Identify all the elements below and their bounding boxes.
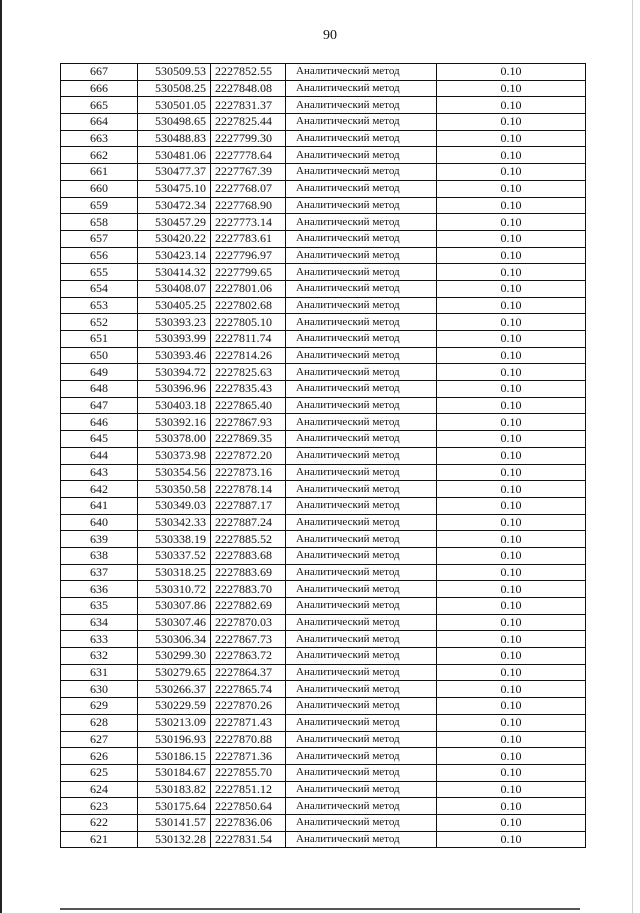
page-bottom-edge (60, 908, 580, 910)
method-cell: Аналитический метод (286, 214, 437, 231)
accuracy-cell: 0.10 (437, 748, 586, 765)
accuracy-cell: 0.10 (437, 64, 586, 81)
x-coordinate-cell: 530373.98 (138, 447, 211, 464)
table-row (61, 364, 586, 381)
table-row (61, 514, 586, 531)
y-coordinate-cell: 2227851.12 (211, 781, 286, 798)
accuracy-cell: 0.10 (437, 581, 586, 598)
point-number-cell: 633 (61, 631, 138, 648)
accuracy-cell: 0.10 (437, 648, 586, 665)
page-right-edge (632, 0, 633, 913)
table-row (61, 314, 586, 331)
method-cell: Аналитический метод (286, 414, 437, 431)
accuracy-cell: 0.10 (437, 164, 586, 181)
table-row (61, 681, 586, 698)
method-cell: Аналитический метод (286, 447, 437, 464)
coordinates-table-body (61, 64, 586, 848)
method-cell: Аналитический метод (286, 397, 437, 414)
method-cell: Аналитический метод (286, 831, 437, 848)
point-number-cell: 647 (61, 397, 138, 414)
accuracy-cell: 0.10 (437, 80, 586, 97)
method-cell: Аналитический метод (286, 347, 437, 364)
y-coordinate-cell: 2227811.74 (211, 331, 286, 348)
method-cell: Аналитический метод (286, 581, 437, 598)
point-number-cell: 636 (61, 581, 138, 598)
accuracy-cell: 0.10 (437, 197, 586, 214)
accuracy-cell: 0.10 (437, 664, 586, 681)
method-cell: Аналитический метод (286, 80, 437, 97)
table-row (61, 147, 586, 164)
y-coordinate-cell: 2227885.52 (211, 531, 286, 548)
point-number-cell: 630 (61, 681, 138, 698)
x-coordinate-cell: 530408.07 (138, 280, 211, 297)
x-coordinate-cell: 530394.72 (138, 364, 211, 381)
method-cell: Аналитический метод (286, 664, 437, 681)
x-coordinate-cell: 530378.00 (138, 431, 211, 448)
table-row (61, 831, 586, 848)
table-row (61, 731, 586, 748)
method-cell: Аналитический метод (286, 731, 437, 748)
method-cell: Аналитический метод (286, 264, 437, 281)
accuracy-cell: 0.10 (437, 831, 586, 848)
x-coordinate-cell: 530186.15 (138, 748, 211, 765)
point-number-cell: 638 (61, 547, 138, 564)
table-row (61, 814, 586, 831)
table-row (61, 598, 586, 615)
point-number-cell: 642 (61, 481, 138, 498)
point-number-cell: 637 (61, 564, 138, 581)
method-cell: Аналитический метод (286, 381, 437, 398)
x-coordinate-cell: 530349.03 (138, 497, 211, 514)
x-coordinate-cell: 530423.14 (138, 247, 211, 264)
y-coordinate-cell: 2227870.03 (211, 614, 286, 631)
accuracy-cell: 0.10 (437, 331, 586, 348)
accuracy-cell: 0.10 (437, 481, 586, 498)
accuracy-cell: 0.10 (437, 114, 586, 131)
y-coordinate-cell: 2227855.70 (211, 764, 286, 781)
table-row (61, 164, 586, 181)
method-cell: Аналитический метод (286, 681, 437, 698)
table-row (61, 397, 586, 414)
y-coordinate-cell: 2227850.64 (211, 798, 286, 815)
x-coordinate-cell: 530498.65 (138, 114, 211, 131)
accuracy-cell: 0.10 (437, 497, 586, 514)
table-row (61, 214, 586, 231)
table-row (61, 130, 586, 147)
y-coordinate-cell: 2227768.07 (211, 180, 286, 197)
method-cell: Аналитический метод (286, 280, 437, 297)
y-coordinate-cell: 2227865.40 (211, 397, 286, 414)
table-row (61, 698, 586, 715)
y-coordinate-cell: 2227848.08 (211, 80, 286, 97)
table-row (61, 431, 586, 448)
accuracy-cell: 0.10 (437, 447, 586, 464)
accuracy-cell: 0.10 (437, 397, 586, 414)
table-row (61, 581, 586, 598)
point-number-cell: 628 (61, 714, 138, 731)
accuracy-cell: 0.10 (437, 598, 586, 615)
table-row (61, 247, 586, 264)
y-coordinate-cell: 2227825.63 (211, 364, 286, 381)
x-coordinate-cell: 530229.59 (138, 698, 211, 715)
point-number-cell: 624 (61, 781, 138, 798)
x-coordinate-cell: 530132.28 (138, 831, 211, 848)
point-number-cell: 632 (61, 648, 138, 665)
y-coordinate-cell: 2227767.39 (211, 164, 286, 181)
y-coordinate-cell: 2227835.43 (211, 381, 286, 398)
method-cell: Аналитический метод (286, 748, 437, 765)
point-number-cell: 657 (61, 230, 138, 247)
method-cell: Аналитический метод (286, 314, 437, 331)
method-cell: Аналитический метод (286, 698, 437, 715)
y-coordinate-cell: 2227871.36 (211, 748, 286, 765)
y-coordinate-cell: 2227768.90 (211, 197, 286, 214)
x-coordinate-cell: 530509.53 (138, 64, 211, 81)
table-row (61, 414, 586, 431)
y-coordinate-cell: 2227887.17 (211, 497, 286, 514)
method-cell: Аналитический метод (286, 598, 437, 615)
accuracy-cell: 0.10 (437, 297, 586, 314)
x-coordinate-cell: 530338.19 (138, 531, 211, 548)
point-number-cell: 626 (61, 748, 138, 765)
y-coordinate-cell: 2227805.10 (211, 314, 286, 331)
method-cell: Аналитический метод (286, 64, 437, 81)
accuracy-cell: 0.10 (437, 431, 586, 448)
point-number-cell: 650 (61, 347, 138, 364)
y-coordinate-cell: 2227814.26 (211, 347, 286, 364)
x-coordinate-cell: 530318.25 (138, 564, 211, 581)
y-coordinate-cell: 2227883.70 (211, 581, 286, 598)
table-row (61, 564, 586, 581)
table-row (61, 264, 586, 281)
method-cell: Аналитический метод (286, 247, 437, 264)
point-number-cell: 643 (61, 464, 138, 481)
table-row (61, 748, 586, 765)
x-coordinate-cell: 530307.86 (138, 598, 211, 615)
point-number-cell: 659 (61, 197, 138, 214)
point-number-cell: 652 (61, 314, 138, 331)
x-coordinate-cell: 530279.65 (138, 664, 211, 681)
y-coordinate-cell: 2227831.37 (211, 97, 286, 114)
y-coordinate-cell: 2227872.20 (211, 447, 286, 464)
accuracy-cell: 0.10 (437, 547, 586, 564)
table-row (61, 80, 586, 97)
accuracy-cell: 0.10 (437, 631, 586, 648)
table-row (61, 714, 586, 731)
coordinates-table (60, 63, 586, 848)
x-coordinate-cell: 530184.67 (138, 764, 211, 781)
x-coordinate-cell: 530405.25 (138, 297, 211, 314)
accuracy-cell: 0.10 (437, 414, 586, 431)
x-coordinate-cell: 530501.05 (138, 97, 211, 114)
page-left-border (0, 0, 2, 913)
x-coordinate-cell: 530393.46 (138, 347, 211, 364)
point-number-cell: 661 (61, 164, 138, 181)
method-cell: Аналитический метод (286, 197, 437, 214)
y-coordinate-cell: 2227864.37 (211, 664, 286, 681)
y-coordinate-cell: 2227831.54 (211, 831, 286, 848)
method-cell: Аналитический метод (286, 798, 437, 815)
method-cell: Аналитический метод (286, 631, 437, 648)
method-cell: Аналитический метод (286, 514, 437, 531)
y-coordinate-cell: 2227867.93 (211, 414, 286, 431)
method-cell: Аналитический метод (286, 564, 437, 581)
x-coordinate-cell: 530393.23 (138, 314, 211, 331)
method-cell: Аналитический метод (286, 714, 437, 731)
y-coordinate-cell: 2227863.72 (211, 648, 286, 665)
table-row (61, 347, 586, 364)
x-coordinate-cell: 530342.33 (138, 514, 211, 531)
accuracy-cell: 0.10 (437, 264, 586, 281)
method-cell: Аналитический метод (286, 531, 437, 548)
table-row (61, 614, 586, 631)
method-cell: Аналитический метод (286, 781, 437, 798)
y-coordinate-cell: 2227836.06 (211, 814, 286, 831)
y-coordinate-cell: 2227882.69 (211, 598, 286, 615)
method-cell: Аналитический метод (286, 497, 437, 514)
method-cell: Аналитический метод (286, 364, 437, 381)
table-row (61, 97, 586, 114)
table-row (61, 447, 586, 464)
point-number-cell: 641 (61, 497, 138, 514)
x-coordinate-cell: 530457.29 (138, 214, 211, 231)
y-coordinate-cell: 2227783.61 (211, 230, 286, 247)
accuracy-cell: 0.10 (437, 564, 586, 581)
accuracy-cell: 0.10 (437, 364, 586, 381)
table-row (61, 331, 586, 348)
method-cell: Аналитический метод (286, 764, 437, 781)
table-row (61, 197, 586, 214)
x-coordinate-cell: 530306.34 (138, 631, 211, 648)
x-coordinate-cell: 530396.96 (138, 381, 211, 398)
y-coordinate-cell: 2227883.69 (211, 564, 286, 581)
x-coordinate-cell: 530213.09 (138, 714, 211, 731)
x-coordinate-cell: 530183.82 (138, 781, 211, 798)
point-number-cell: 631 (61, 664, 138, 681)
x-coordinate-cell: 530310.72 (138, 581, 211, 598)
point-number-cell: 645 (61, 431, 138, 448)
x-coordinate-cell: 530472.34 (138, 197, 211, 214)
y-coordinate-cell: 2227873.16 (211, 464, 286, 481)
x-coordinate-cell: 530403.18 (138, 397, 211, 414)
y-coordinate-cell: 2227865.74 (211, 681, 286, 698)
point-number-cell: 622 (61, 814, 138, 831)
x-coordinate-cell: 530337.52 (138, 547, 211, 564)
x-coordinate-cell: 530488.83 (138, 130, 211, 147)
point-number-cell: 648 (61, 381, 138, 398)
point-number-cell: 640 (61, 514, 138, 531)
point-number-cell: 664 (61, 114, 138, 131)
table-row (61, 280, 586, 297)
point-number-cell: 663 (61, 130, 138, 147)
method-cell: Аналитический метод (286, 431, 437, 448)
y-coordinate-cell: 2227887.24 (211, 514, 286, 531)
y-coordinate-cell: 2227870.26 (211, 698, 286, 715)
x-coordinate-cell: 530175.64 (138, 798, 211, 815)
point-number-cell: 634 (61, 614, 138, 631)
method-cell: Аналитический метод (286, 97, 437, 114)
y-coordinate-cell: 2227799.30 (211, 130, 286, 147)
point-number-cell: 658 (61, 214, 138, 231)
table-row (61, 764, 586, 781)
method-cell: Аналитический метод (286, 464, 437, 481)
point-number-cell: 644 (61, 447, 138, 464)
table-row (61, 114, 586, 131)
accuracy-cell: 0.10 (437, 531, 586, 548)
table-row (61, 664, 586, 681)
table-row (61, 648, 586, 665)
y-coordinate-cell: 2227869.35 (211, 431, 286, 448)
y-coordinate-cell: 2227852.55 (211, 64, 286, 81)
method-cell: Аналитический метод (286, 230, 437, 247)
table-row (61, 64, 586, 81)
method-cell: Аналитический метод (286, 164, 437, 181)
point-number-cell: 621 (61, 831, 138, 848)
accuracy-cell: 0.10 (437, 230, 586, 247)
y-coordinate-cell: 2227870.88 (211, 731, 286, 748)
method-cell: Аналитический метод (286, 180, 437, 197)
x-coordinate-cell: 530307.46 (138, 614, 211, 631)
accuracy-cell: 0.10 (437, 764, 586, 781)
y-coordinate-cell: 2227802.68 (211, 297, 286, 314)
table-row (61, 497, 586, 514)
accuracy-cell: 0.10 (437, 514, 586, 531)
point-number-cell: 660 (61, 180, 138, 197)
accuracy-cell: 0.10 (437, 280, 586, 297)
x-coordinate-cell: 530392.16 (138, 414, 211, 431)
method-cell: Аналитический метод (286, 114, 437, 131)
accuracy-cell: 0.10 (437, 681, 586, 698)
point-number-cell: 625 (61, 764, 138, 781)
point-number-cell: 665 (61, 97, 138, 114)
accuracy-cell: 0.10 (437, 147, 586, 164)
method-cell: Аналитический метод (286, 814, 437, 831)
point-number-cell: 662 (61, 147, 138, 164)
table-row (61, 297, 586, 314)
point-number-cell: 629 (61, 698, 138, 715)
x-coordinate-cell: 530414.32 (138, 264, 211, 281)
table-row (61, 781, 586, 798)
accuracy-cell: 0.10 (437, 614, 586, 631)
accuracy-cell: 0.10 (437, 214, 586, 231)
point-number-cell: 654 (61, 280, 138, 297)
y-coordinate-cell: 2227883.68 (211, 547, 286, 564)
method-cell: Аналитический метод (286, 297, 437, 314)
table-row (61, 381, 586, 398)
accuracy-cell: 0.10 (437, 97, 586, 114)
table-row (61, 547, 586, 564)
x-coordinate-cell: 530299.30 (138, 648, 211, 665)
table-row (61, 180, 586, 197)
x-coordinate-cell: 530354.56 (138, 464, 211, 481)
point-number-cell: 655 (61, 264, 138, 281)
accuracy-cell: 0.10 (437, 714, 586, 731)
y-coordinate-cell: 2227773.14 (211, 214, 286, 231)
x-coordinate-cell: 530350.58 (138, 481, 211, 498)
point-number-cell: 651 (61, 331, 138, 348)
x-coordinate-cell: 530508.25 (138, 80, 211, 97)
point-number-cell: 653 (61, 297, 138, 314)
accuracy-cell: 0.10 (437, 347, 586, 364)
point-number-cell: 623 (61, 798, 138, 815)
method-cell: Аналитический метод (286, 614, 437, 631)
point-number-cell: 649 (61, 364, 138, 381)
y-coordinate-cell: 2227799.65 (211, 264, 286, 281)
point-number-cell: 666 (61, 80, 138, 97)
accuracy-cell: 0.10 (437, 381, 586, 398)
x-coordinate-cell: 530481.06 (138, 147, 211, 164)
accuracy-cell: 0.10 (437, 698, 586, 715)
x-coordinate-cell: 530196.93 (138, 731, 211, 748)
method-cell: Аналитический метод (286, 147, 437, 164)
y-coordinate-cell: 2227801.06 (211, 280, 286, 297)
table-row (61, 481, 586, 498)
method-cell: Аналитический метод (286, 130, 437, 147)
method-cell: Аналитический метод (286, 547, 437, 564)
method-cell: Аналитический метод (286, 331, 437, 348)
accuracy-cell: 0.10 (437, 814, 586, 831)
table-row (61, 631, 586, 648)
method-cell: Аналитический метод (286, 648, 437, 665)
point-number-cell: 635 (61, 598, 138, 615)
accuracy-cell: 0.10 (437, 798, 586, 815)
accuracy-cell: 0.10 (437, 464, 586, 481)
accuracy-cell: 0.10 (437, 314, 586, 331)
accuracy-cell: 0.10 (437, 130, 586, 147)
y-coordinate-cell: 2227871.43 (211, 714, 286, 731)
accuracy-cell: 0.10 (437, 781, 586, 798)
accuracy-cell: 0.10 (437, 731, 586, 748)
x-coordinate-cell: 530141.57 (138, 814, 211, 831)
point-number-cell: 627 (61, 731, 138, 748)
accuracy-cell: 0.10 (437, 180, 586, 197)
y-coordinate-cell: 2227825.44 (211, 114, 286, 131)
x-coordinate-cell: 530477.37 (138, 164, 211, 181)
y-coordinate-cell: 2227867.73 (211, 631, 286, 648)
x-coordinate-cell: 530475.10 (138, 180, 211, 197)
x-coordinate-cell: 530420.22 (138, 230, 211, 247)
x-coordinate-cell: 530266.37 (138, 681, 211, 698)
point-number-cell: 639 (61, 531, 138, 548)
page-number: 90 (323, 28, 337, 43)
table-row (61, 798, 586, 815)
point-number-cell: 646 (61, 414, 138, 431)
y-coordinate-cell: 2227878.14 (211, 481, 286, 498)
point-number-cell: 656 (61, 247, 138, 264)
table-row (61, 531, 586, 548)
x-coordinate-cell: 530393.99 (138, 331, 211, 348)
y-coordinate-cell: 2227796.97 (211, 247, 286, 264)
table-row (61, 464, 586, 481)
point-number-cell: 667 (61, 64, 138, 81)
table-row (61, 230, 586, 247)
y-coordinate-cell: 2227778.64 (211, 147, 286, 164)
method-cell: Аналитический метод (286, 481, 437, 498)
accuracy-cell: 0.10 (437, 247, 586, 264)
